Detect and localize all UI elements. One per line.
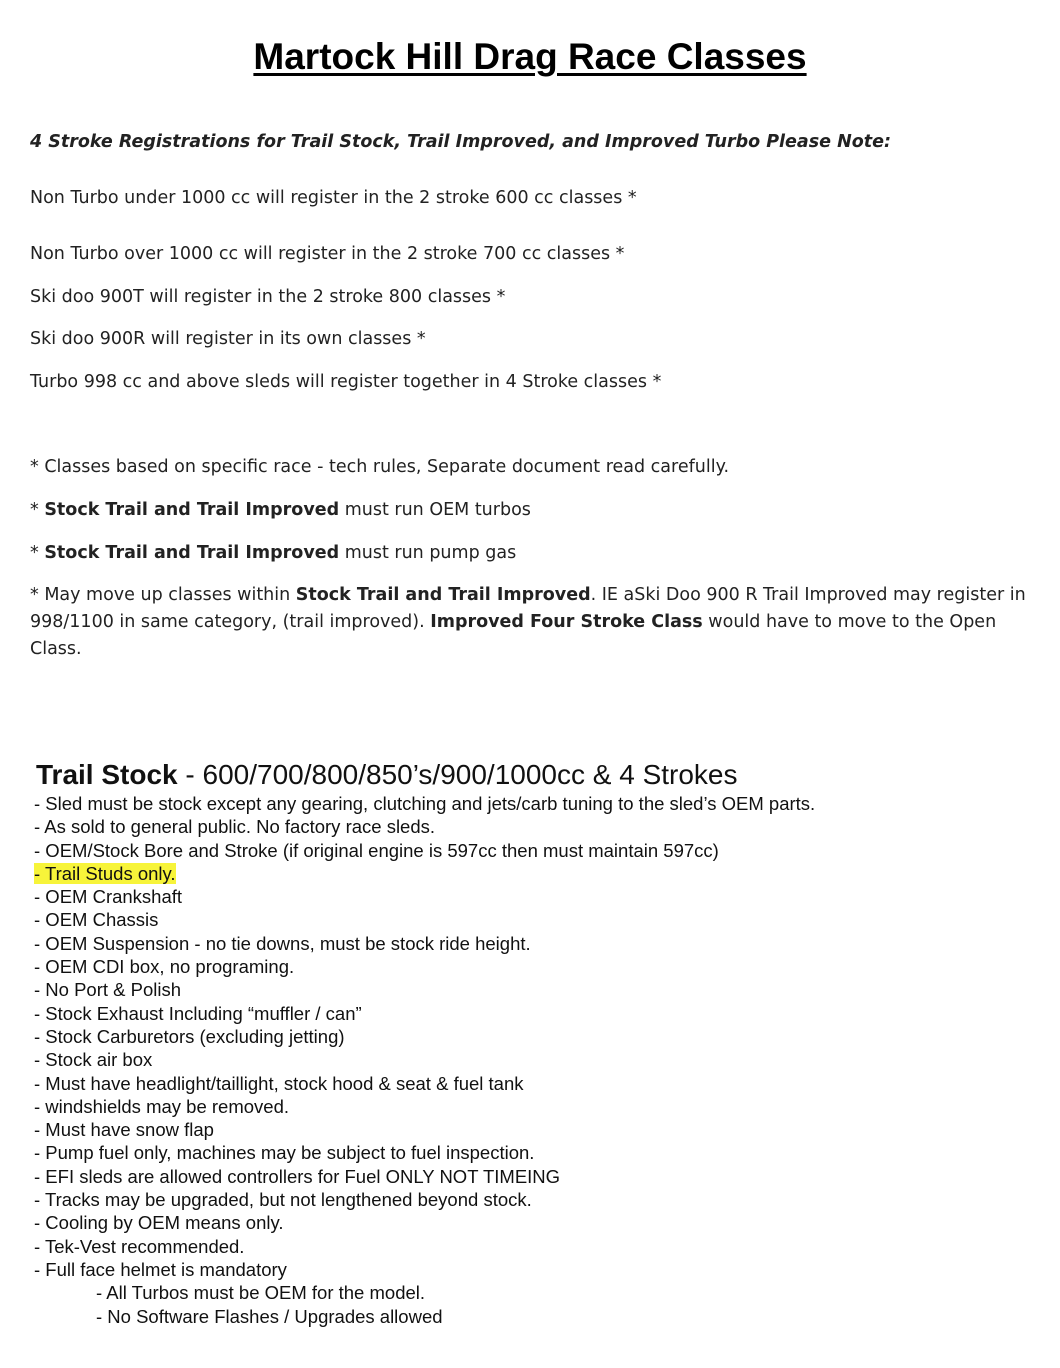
rule-item: - Cooling by OEM means only. [34, 1212, 284, 1234]
class-name: Trail Stock [36, 759, 178, 790]
four-stroke-heading: 4 Stroke Registrations for Trail Stock, Trail Improved, and Improved Turbo Please Note: [30, 132, 892, 152]
note-text: * May move up classes within [30, 585, 296, 605]
sub-rule-item: - All Turbos must be OEM for the model. [96, 1282, 426, 1304]
note-text: must run OEM turbos [339, 500, 531, 520]
rule-item: - Stock Exhaust Including “muffler / can” [34, 1002, 362, 1024]
rule-item: - EFI sleds are allowed controllers for Fuel ONLY NOT TIMEING [34, 1165, 561, 1187]
rule-item: - Tek-Vest recommended. [34, 1235, 245, 1257]
note-text: . IE aSki Doo 900 R Trail Improved may register in 998/1100 in same category, (trail improved). [30, 585, 1026, 632]
trail-stock-section [36, 758, 815, 1328]
note-text: would have to move to the Open Class. [30, 612, 997, 659]
rule-item: - OEM Crankshaft [34, 886, 183, 908]
note-star: * [30, 500, 45, 520]
note-move-up [30, 582, 1045, 663]
four-stroke-line: Ski doo 900R will register in its own classes * [30, 329, 426, 349]
rule-item: - OEM Chassis [34, 909, 159, 931]
rule-item-highlighted [34, 862, 815, 885]
rule-item: - Stock air box [34, 1049, 153, 1071]
four-stroke-line: Non Turbo over 1000 cc will register in the 2 stroke 700 cc classes * [30, 244, 625, 264]
four-stroke-line: Ski doo 900T will register in the 2 stroke 800 classes * [30, 287, 506, 307]
note-bold: Improved Four Stroke Class [430, 612, 703, 632]
sub-rule-item: - No Software Flashes / Upgrades allowed [96, 1305, 443, 1327]
rule-item: - Stock Carburetors (excluding jetting) [34, 1025, 345, 1047]
rule-item: - windshields may be removed. [34, 1095, 289, 1117]
trail-stock-heading [36, 758, 815, 792]
rule-item: - Pump fuel only, machines may be subject to fuel inspection. [34, 1142, 535, 1164]
four-stroke-line: Non Turbo under 1000 cc will register in the 2 stroke 600 cc classes * [30, 188, 637, 208]
rule-item: - Sled must be stock except any gearing, clutching and jets/carb tuning to the sled’s OEM parts. [34, 793, 816, 814]
note-star: * [30, 543, 45, 563]
highlight: - Trail Studs only. [34, 862, 176, 884]
rules-list [36, 792, 815, 1328]
rule-item: - As sold to general public. No factory race sleds. [34, 816, 436, 838]
page-title: Martock Hill Drag Race Classes [253, 36, 807, 77]
rule-item: - Full face helmet is mandatory [34, 1258, 287, 1280]
rule-item: - OEM/Stock Bore and Stroke (if original engine is 597cc then must maintain 597cc) [34, 839, 719, 861]
rule-item: - No Port & Polish [34, 979, 182, 1001]
class-subtitle: - 600/700/800/850’s/900/1000cc & 4 Strokes [177, 759, 738, 790]
rule-item: - OEM Suspension - no tie downs, must be stock ride height. [34, 932, 531, 954]
rule-item: - Must have snow flap [34, 1119, 214, 1141]
note-text: must run pump gas [339, 543, 517, 563]
note-classes-based: * Classes based on specific race - tech rules, Separate document read carefully. [30, 457, 730, 477]
note-bold: Stock Trail and Trail Improved [44, 543, 340, 563]
rule-item: - OEM CDI box, no programing. [34, 956, 295, 978]
rule-item: - Tracks may be upgraded, but not lengthened beyond stock. [34, 1189, 532, 1211]
rule-item: - Must have headlight/taillight, stock hood & seat & fuel tank [34, 1072, 524, 1094]
note-bold: Stock Trail and Trail Improved [44, 500, 340, 520]
note-bold: Stock Trail and Trail Improved [295, 585, 591, 605]
note-oem-turbos [30, 500, 531, 520]
note-pump-gas [30, 543, 516, 563]
four-stroke-line: Turbo 998 cc and above sleds will register together in 4 Stroke classes * [30, 372, 662, 392]
